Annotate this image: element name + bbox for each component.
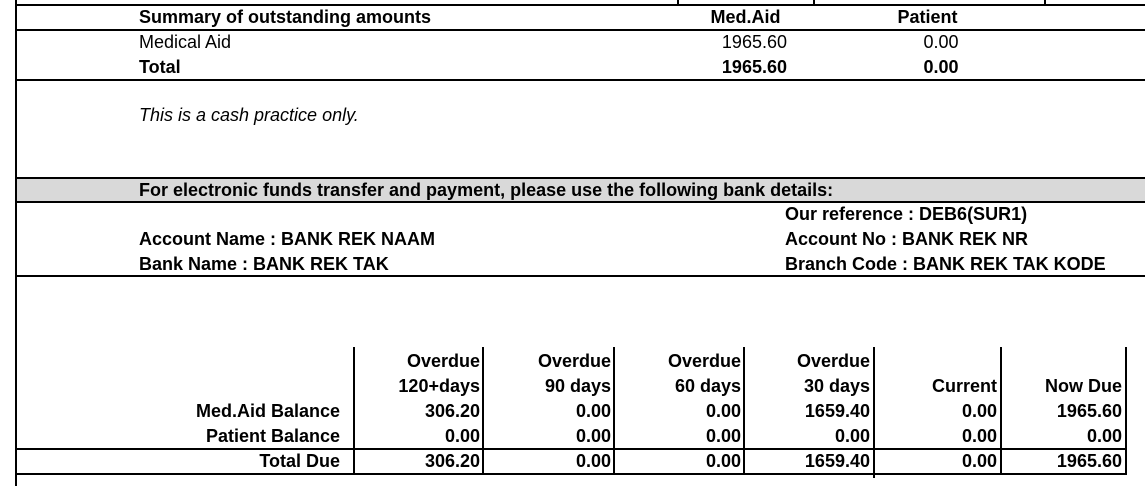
account-name: Account Name : BANK REK NAAM xyxy=(139,229,436,249)
account-no: Account No : BANK REK NR xyxy=(785,229,1028,249)
aging-total-label: Total Due xyxy=(259,451,340,471)
aging-cell: 0.00 xyxy=(961,426,997,446)
summary-row-medaid: 1965.60 xyxy=(721,32,787,52)
summary-col-medaid: Med.Aid xyxy=(710,7,781,27)
aging-header-line2: Now Due xyxy=(1044,376,1122,396)
aging-header-line2: 120+days xyxy=(398,376,480,396)
aging-total-cell: 306.20 xyxy=(424,451,480,471)
summary-row-label: Medical Aid xyxy=(139,32,232,52)
aging-col-divider xyxy=(1125,347,1127,474)
aging-col-divider xyxy=(353,347,355,474)
summary-total-label: Total xyxy=(139,57,181,77)
aging-header-line1: Overdue xyxy=(796,351,870,371)
aging-cell: 1965.60 xyxy=(1056,401,1122,421)
top-tick xyxy=(677,0,679,5)
aging-col-divider xyxy=(613,347,615,474)
summary-bottom-rule xyxy=(17,79,1145,81)
aging-total-cell: 1659.40 xyxy=(804,451,870,471)
aging-cell: 1659.40 xyxy=(804,401,870,421)
aging-cell: 0.00 xyxy=(444,426,480,446)
summary-col-patient: Patient xyxy=(897,7,958,27)
aging-header-line2: 90 days xyxy=(544,376,611,396)
summary-total-patient: 0.00 xyxy=(923,57,959,77)
aging-col-divider xyxy=(1000,347,1002,474)
bank-name: Bank Name : BANK REK TAK xyxy=(139,254,389,274)
top-tick xyxy=(1044,0,1046,5)
aging-cell: 0.00 xyxy=(961,401,997,421)
aging-total-cell: 1965.60 xyxy=(1056,451,1122,471)
aging-header-line1: Overdue xyxy=(406,351,480,371)
aging-header-line1: Overdue xyxy=(667,351,741,371)
aging-row-label: Patient Balance xyxy=(205,426,340,446)
aging-cell: 0.00 xyxy=(705,426,741,446)
aging-cell: 306.20 xyxy=(424,401,480,421)
aging-bottom-rule xyxy=(17,473,1127,475)
branch-code: Branch Code : BANK REK TAK KODE xyxy=(785,254,1106,274)
summary-title: Summary of outstanding amounts xyxy=(139,7,432,27)
aging-cell: 0.00 xyxy=(575,426,611,446)
aging-cell: 0.00 xyxy=(575,401,611,421)
bank-heading: For electronic funds transfer and payment, please use the following bank details: xyxy=(139,180,834,200)
summary-row-patient: 0.00 xyxy=(923,32,959,52)
aging-col-divider xyxy=(743,347,745,474)
top-tick xyxy=(813,0,815,5)
aging-total-cell: 0.00 xyxy=(705,451,741,471)
our-reference: Our reference : DEB6(SUR1) xyxy=(785,204,1028,224)
aging-cell: 0.00 xyxy=(834,426,870,446)
left-border xyxy=(15,0,17,486)
aging-col-divider xyxy=(482,347,484,474)
aging-row-label: Med.Aid Balance xyxy=(195,401,340,421)
summary-total-medaid: 1965.60 xyxy=(721,57,787,77)
aging-total-cell: 0.00 xyxy=(961,451,997,471)
cash-practice-note: This is a cash practice only. xyxy=(139,105,359,125)
aging-cell: 0.00 xyxy=(705,401,741,421)
aging-col-divider xyxy=(873,347,875,478)
aging-header-line1: Overdue xyxy=(537,351,611,371)
aging-cell: 0.00 xyxy=(1086,426,1122,446)
aging-header-line2: 30 days xyxy=(803,376,870,396)
bank-bottom-rule xyxy=(17,275,1145,277)
aging-header-line2: 60 days xyxy=(674,376,741,396)
aging-header-line2: Current xyxy=(931,376,997,396)
aging-total-cell: 0.00 xyxy=(575,451,611,471)
